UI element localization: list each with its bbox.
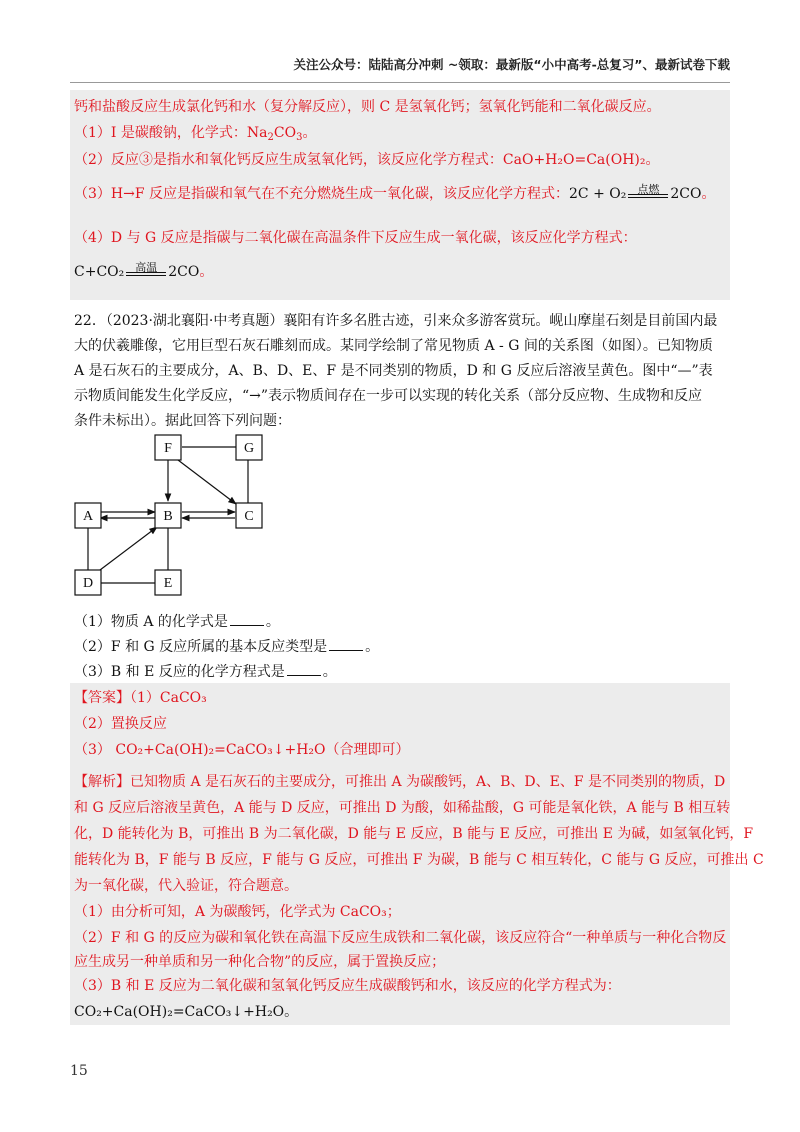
analysis-line-7: （2）F 和 G 的反应为碳和氧化铁在高温下反应生成铁和二氧化碳，该反应符合“一种单质与一种化合物反 (74, 930, 727, 946)
condition-arrow: 点燃 (626, 184, 670, 204)
answer-line-2: （2）置换反应 (74, 716, 167, 732)
analysis-line-8: 应生成另一种单质和另一种化合物”的反应，属于置换反应； (74, 954, 446, 970)
answer-line-3: （3） CO₂+Ca(OH)₂=CaCO₃↓+H₂O（合理即可） (74, 742, 410, 758)
prev-answer-line-6: C+CO₂ 高温 2CO。 (74, 261, 214, 280)
sub-question-3: （3）B 和 E 反应的化学方程式是 。 (74, 664, 337, 680)
relation-diagram (60, 425, 280, 610)
question-line-2: 大的伏羲雕像，它用巨型石灰石雕刻而成。某同学绘制了常见物质 A - G 间的关系图（如图）。已知物质 (74, 338, 713, 354)
prev-answer-line-5: （4）D 与 G 反应是指碳与二氧化碳在高温条件下反应生成一氧化碳，该反应化学方程式： (74, 230, 637, 246)
node-f-label: F (164, 441, 172, 456)
answer-blank (287, 663, 321, 676)
page-number: 15 (70, 1063, 88, 1079)
analysis-line-10: CO₂+Ca(OH)₂=CaCO₃↓+H₂O。 (74, 1004, 299, 1020)
answer-blank (230, 613, 264, 626)
page-header: 关注公众号：陆陆高分冲刺 ~领取：最新版“小中高考-总复习”、最新试卷下载 (293, 57, 730, 72)
question-line-1: 22．（2023·湖北襄阳·中考真题）襄阳有许多名胜古迹，引来众多游客赏玩。岘山摩崖石刻是目前国内最 (74, 313, 718, 329)
node-d-label: D (82, 576, 94, 591)
node-g-label: G (243, 441, 255, 456)
node-b-label: B (163, 509, 173, 524)
prev-answer-line-2: （1）I 是碳酸钠，化学式：$Na_2CO_3$。 (74, 125, 317, 143)
prev-answer-line-3: （2）反应③是指水和氧化钙反应生成氢氧化钙，该反应化学方程式：CaO+H₂O=Ca(OH)₂。 (74, 152, 660, 168)
prev-answer-line-1: 钙和盐酸反应生成氯化钙和水（复分解反应），则 C 是氢氧化钙；氢氧化钙能和二氧化碳反应。 (74, 99, 661, 115)
sub-question-1: （1）物质 A 的化学式是 。 (74, 614, 280, 630)
prev-answer-line-4: （3）H→F 反应是指碳和氧气在不充分燃烧生成一氧化碳，该反应化学方程式：2C + O₂ 点燃 2CO。 (74, 183, 716, 202)
analysis-line-4: 能转化为 B，F 能与 B 反应，F 能与 G 反应，可推出 F 为碳，B 能与 C 相互转化，C 能与 G 反应，可推出 C (74, 852, 764, 868)
question-line-4: 示物质间能发生化学反应，“→”表示物质间存在一步可以实现的转化关系（部分反应物、生成物和反应 (74, 388, 703, 404)
edge-f-to-c (178, 460, 236, 504)
analysis-line-1: 【解析】已知物质 A 是石灰石的主要成分，可推出 A 为碳酸钙，A、B、D、E、F 是不同类别的物质，D (74, 774, 726, 790)
analysis-line-5: 为一氧化碳，代入验证，符合题意。 (74, 878, 298, 894)
analysis-line-2: 和 G 反应后溶液呈黄色，A 能与 D 反应，可推出 D 为酸，如稀盐酸，G 可能是氧化铁，A 能与 B 相互转 (74, 800, 731, 816)
answer-blank (329, 638, 363, 651)
edge-d-to-b (100, 527, 157, 570)
node-e-label: E (163, 576, 173, 591)
header-divider (70, 82, 730, 83)
analysis-line-3: 化，D 能转化为 B，可推出 B 为二氧化碳，D 能与 E 反应，B 能与 E 反应，可推出 E 为碱，如氢氧化钙，F (74, 826, 754, 842)
analysis-line-6: （1）由分析可知，A 为碳酸钙，化学式为 CaCO₃； (74, 904, 401, 920)
question-line-5: 条件未标出）。据此回答下列问题： (74, 413, 291, 429)
answer-line-1: 【答案】（1）CaCO₃ (74, 690, 207, 706)
sub-question-2: （2）F 和 G 反应所属的基本反应类型是 。 (74, 639, 380, 655)
node-c-label: C (244, 509, 254, 524)
condition-arrow: 高温 (124, 262, 168, 282)
question-line-3: A 是石灰石的主要成分，A、B、D、E、F 是不同类别的物质，D 和 G 反应后溶液呈黄色。图中“—”表 (74, 363, 713, 379)
analysis-line-9: （3）B 和 E 反应为二氧化碳和氢氧化钙反应生成碳酸钙和水，该反应的化学方程式为： (74, 978, 621, 994)
node-a-label: A (82, 509, 94, 524)
